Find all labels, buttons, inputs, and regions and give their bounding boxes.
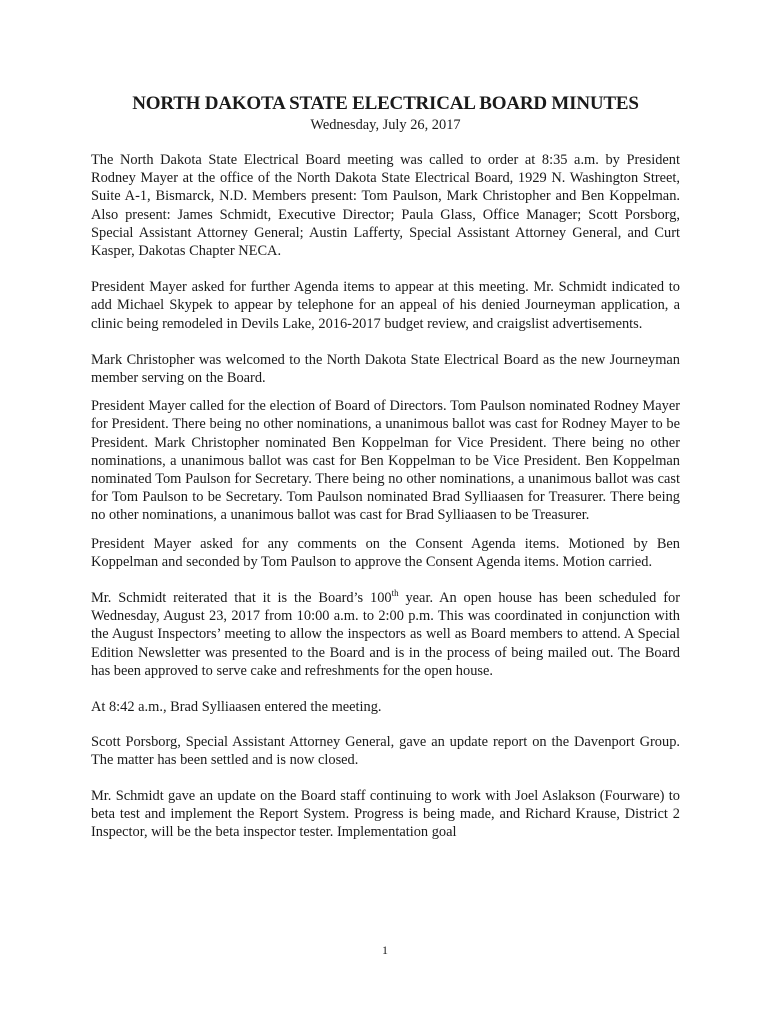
- paragraph-arrival: At 8:42 a.m., Brad Sylliaasen entered the meeting.: [91, 699, 382, 716]
- anniversary-superscript: th: [391, 588, 399, 599]
- paragraph-welcome: Mark Christopher was welcomed to the North Dakota State Electrical Board as the new Journeyman member serving on the Board.: [91, 351, 680, 387]
- meeting-date: Wednesday, July 26, 2017: [310, 117, 461, 133]
- paragraph-election: President Mayer called for the election of Board of Directors. Tom Paulson nominated Rodney Mayer for President. There being no other nominations, a unanimous ballot was cast for Rodney Mayer to be President. Mark Christopher nominated Ben Koppelman for Vice President. There being no other nominations, a unanimous ballot was cast for Ben Koppelman to be Vice President. Ben Koppelman nominated Tom Paulson for Secretary. There being no other nominations, a unanimous ballot was cast for Tom Paulson to be Secretary. Tom Paulson nominated Brad Sylliaasen for Treasurer. There being no other nominations, a unanimous ballot was cast for Brad Sylliaasen to be Treasurer.: [91, 398, 680, 524]
- paragraph-anniversary: [91, 589, 680, 680]
- paragraph-report-system: Mr. Schmidt gave an update on the Board staff continuing to work with Joel Aslakson (Fourware) to beta test and implement the Report System. Progress is being made, and Richard Krause, District 2 Inspector, will be the beta inspector tester. Implementation goal: [91, 787, 680, 841]
- paragraph-agenda-items: President Mayer asked for further Agenda items to appear at this meeting. Mr. Schmidt indicated to add Michael Skypek to appear by telephone for an appeal of his denied Journeyman application, a clinic being remodeled in Devils Lake, 2016-2017 budget review, and craigslist advertisements.: [91, 279, 680, 332]
- paragraph-call-to-order: The North Dakota State Electrical Board meeting was called to order at 8:35 a.m. by President Rodney Mayer at the office of the North Dakota State Electrical Board, 1929 N. Washington Street, Suite A-1, Bismarck, N.D. Members present: Tom Paulson, Mark Christopher and Ben Koppelman. Also present: James Schmidt, Executive Director; Paula Glass, Office Manager; Scott Porsborg, Special Assistant Attorney General; Austin Lafferty, Special Assistant Attorney General, and Curt Kasper, Dakotas Chapter NECA.: [91, 152, 680, 260]
- anniversary-text-after: year. An open house has been scheduled for Wednesday, August 23, 2017 from 10:00 a.m. to 2:00 p.m. This was coordinated in conjunction with the August Inspectors’ meeting to allow the inspectors as well as Board members to attend. A Special Edition Newsletter was presented to the Board and is in the process of being mailed out. The Board has been approved to serve cake and refreshments for the open house.: [91, 590, 681, 679]
- paragraph-davenport-update: Scott Porsborg, Special Assistant Attorney General, gave an update report on the Davenport Group. The matter has been settled and is now closed.: [91, 734, 680, 769]
- document-title: NORTH DAKOTA STATE ELECTRICAL BOARD MINUTES: [132, 93, 639, 114]
- paragraph-consent-agenda: President Mayer asked for any comments on the Consent Agenda items. Motioned by Ben Koppelman and seconded by Tom Paulson to approve the Consent Agenda items. Motion carried.: [91, 535, 680, 570]
- page-number: 1: [382, 943, 388, 957]
- anniversary-text-before: Mr. Schmidt reiterated that it is the Board’s 100: [91, 590, 392, 607]
- document-page: [91, 92, 680, 859]
